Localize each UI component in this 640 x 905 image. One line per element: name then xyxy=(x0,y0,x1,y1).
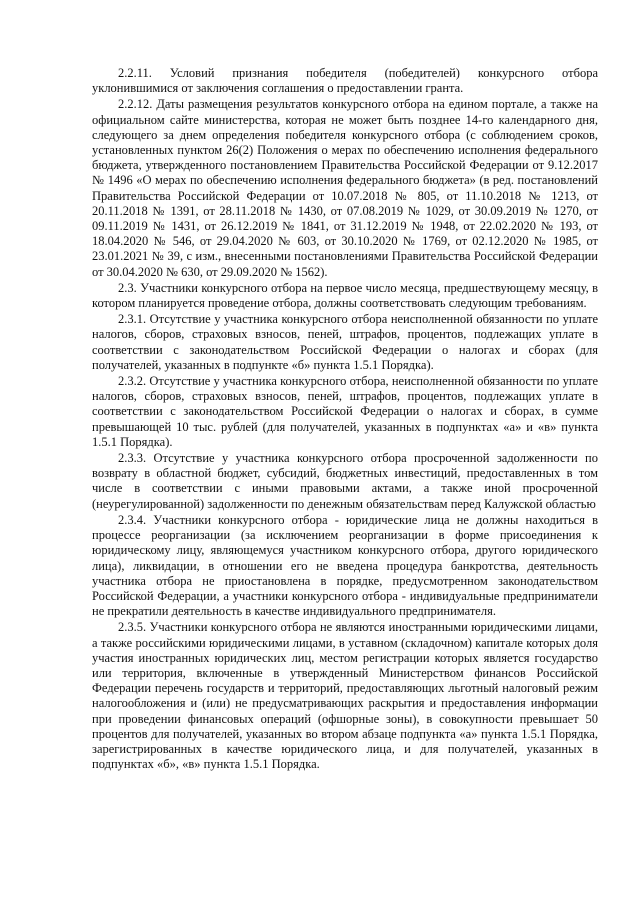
paragraph-2-3-4: 2.3.4. Участники конкурсного отбора - юридические лица не должны находиться в процессе реорганизации (за исключением реорганизации в форме присоединения к юридическому лицу, являющемуся участником конкурсного отбора, другого юридического лица), ликвидации, в отношении его не введена процедура банкротства, деятельность участника отбора не приостановлена в порядке, предусмотренном законодательством Российской Федерации, а участники конкурсного отбора - индивидуальные предприниматели не прекратили деятельность в качестве индивидуального предпринимателя. xyxy=(92,512,598,619)
paragraph-2-3-1: 2.3.1. Отсутствие у участника конкурсного отбора неисполненной обязанности по уплате налогов, сборов, страховых взносов, пеней, штрафов, процентов, подлежащих уплате в соответствии с законодательством Российской Федерации о налогах и сборах (для получателей, указанных в подпункте «б» пункта 1.5.1 Порядка). xyxy=(92,312,598,372)
paragraph-2-3-5: 2.3.5. Участники конкурсного отбора не являются иностранными юридическими лицами, а также российскими юридическими лицами, в уставном (складочном) капитале которых доля участия иностранных юридических лиц, местом регистрации которых является государство или территория, включенные в утвержденный Министерством финансов Российской Федерации перечень государств и территорий, предоставляющих льготный налоговый режим налогообложения и (или) не предусматривающих раскрытия и предоставления информации при проведении финансовых операций (офшорные зоны), в совокупности превышает 50 процентов для получателей, указанных во втором абзаце подпункта «а» пункта 1.5.1 Порядка, зарегистрированных в качестве юридического лица, и для получателей, указанных в подпунктах «б», «в» пункта 1.5.1 Порядка. xyxy=(92,620,598,772)
paragraph-2-3: 2.3. Участники конкурсного отбора на первое число месяца, предшествующему месяцу, в котором планируется проведение отбора, должны соответствовать следующим требованиям. xyxy=(92,280,598,311)
paragraph-2-3-3: 2.3.3. Отсутствие у участника конкурсного отбора просроченной задолженности по возврату в областной бюджет, субсидий, бюджетных инвестиций, предоставленных в том числе в соответствии с иными правовыми актами, а также иной просроченной (неурегулированной) задолженности по денежным обязательствам перед Калужской областью xyxy=(92,451,598,511)
document-page xyxy=(92,66,598,773)
paragraph-2-2-12: 2.2.12. Даты размещения результатов конкурсного отбора на едином портале, а также на официальном сайте министерства, которая не может быть позднее 14-го календарного дня, следующего за днем определения победителя конкурсного отбора (с соблюдением сроков, установленных пунктом 26(2) Положения о мерах по обеспечению исполнения федерального бюджета, утвержденного постановлением Правительства Российской Федерации от 9.12.2017 № 1496 «О мерах по обеспечению исполнения федерального бюджета» (в ред. постановлений Правительства Российской Федерации от 10.07.2018 № 805, от 11.10.2018 № 1213, от 20.11.2018 № 1391, от 28.11.2018 № 1430, от 07.08.2019 № 1029, от 30.09.2019 № 1270, от 09.11.2019 № 1431, от 26.12.2019 № 1841, от 31.12.2019 № 1948, от 22.02.2020 № 193, от 18.04.2020 № 546, от 29.04.2020 № 603, от 30.10.2020 № 1769, от 02.12.2020 № 1985, от 23.01.2021 № 39, с изм., внесенными постановлениями Правительства Российской Федерации от 30.04.2020 № 630, от 29.09.2020 № 1562). xyxy=(92,97,598,279)
paragraph-2-3-2: 2.3.2. Отсутствие у участника конкурсного отбора, неисполненной обязанности по уплате налогов, сборов, страховых взносов, пеней, штрафов, процентов, подлежащих уплате в соответствии с законодательством Российской Федерации о налогах и сборах, в сумме превышающей 10 тыс. рублей (для получателей, указанных в подпунктах «а» и «в» пункта 1.5.1 Порядка). xyxy=(92,374,598,449)
paragraph-2-2-11: 2.2.11. Условий признания победителя (победителей) конкурсного отбора уклонившимися от заключения соглашения о предоставлении гранта. xyxy=(92,66,598,96)
